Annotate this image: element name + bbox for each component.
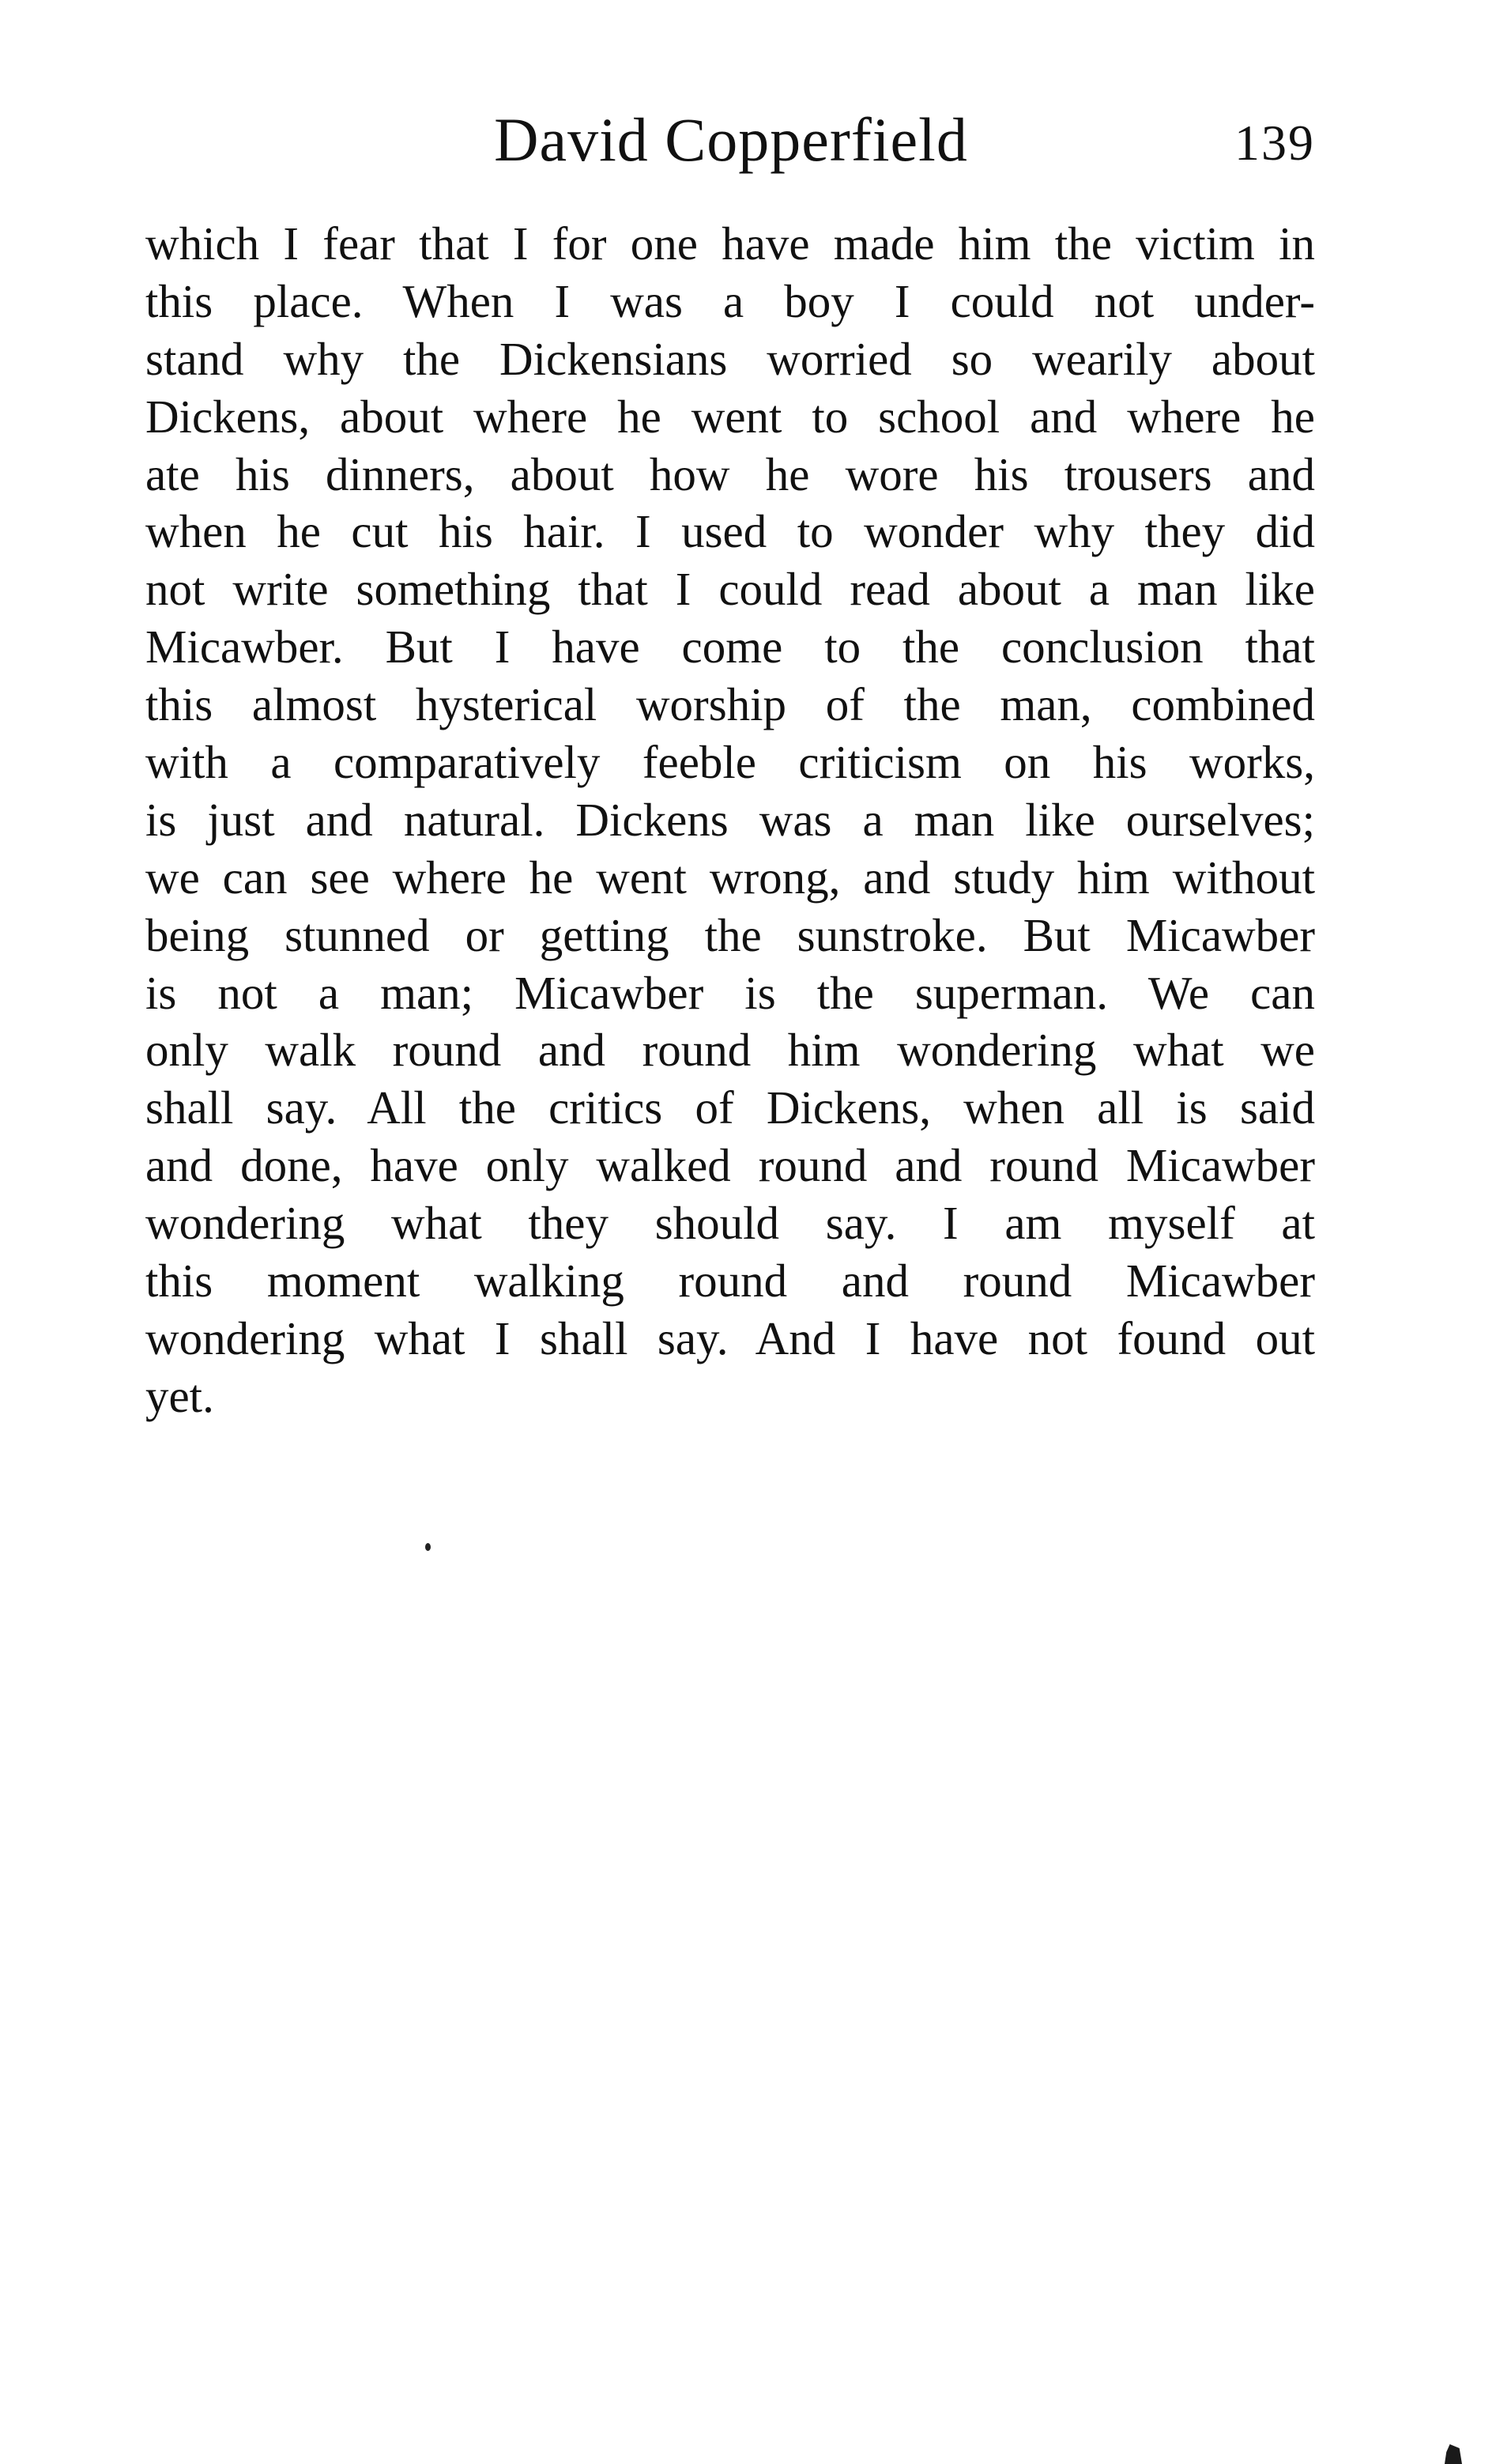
- text-line: we can see where he went wrong, and study him without: [145, 851, 1315, 904]
- running-head: [147, 96, 1315, 183]
- text-line: Micawber. But I have come to the conclusion that: [145, 621, 1315, 674]
- text-line: is not a man; Micawber is the superman. We can: [145, 966, 1315, 1019]
- text-line: is just and natural. Dickens was a man like ourselves;: [145, 793, 1315, 846]
- body-text: [145, 215, 1315, 1425]
- text-line: only walk round and round him wondering what we: [145, 1024, 1315, 1077]
- text-line: when he cut his hair. I used to wonder why they did: [145, 505, 1315, 558]
- page-number: 139: [1234, 115, 1315, 171]
- text-line: this almost hysterical worship of the man, combined: [145, 678, 1315, 731]
- text-line: Dickens, about where he went to school and where he: [145, 390, 1315, 443]
- text-line: being stunned or getting the sunstroke. But Micawber: [145, 908, 1315, 961]
- text-line: this moment walking round and round Micawber: [145, 1255, 1315, 1307]
- text-line: shall say. All the critics of Dickens, when all is said: [145, 1081, 1315, 1134]
- running-title: David Copperfield: [494, 105, 968, 174]
- text-line: ate his dinners, about how he wore his trousers and: [145, 447, 1315, 500]
- text-line: stand why the Dickensians worried so wearily about: [145, 332, 1315, 385]
- text-line: wondering what they should say. I am myself at: [145, 1197, 1315, 1250]
- scan-edge-mark: [1445, 2444, 1462, 2464]
- text-line: which I fear that I for one have made him the victim in: [145, 217, 1315, 270]
- text-line: and done, have only walked round and round Micawber: [145, 1139, 1315, 1192]
- text-line: not write something that I could read about a man like: [145, 563, 1315, 616]
- text-line: yet.: [145, 1369, 214, 1422]
- ink-speck: [425, 1543, 431, 1551]
- text-line: wondering what I shall say. And I have not found out: [145, 1311, 1315, 1364]
- text-line: this place. When I was a boy I could not under-: [145, 274, 1315, 327]
- text-line: with a comparatively feeble criticism on his works,: [145, 736, 1315, 789]
